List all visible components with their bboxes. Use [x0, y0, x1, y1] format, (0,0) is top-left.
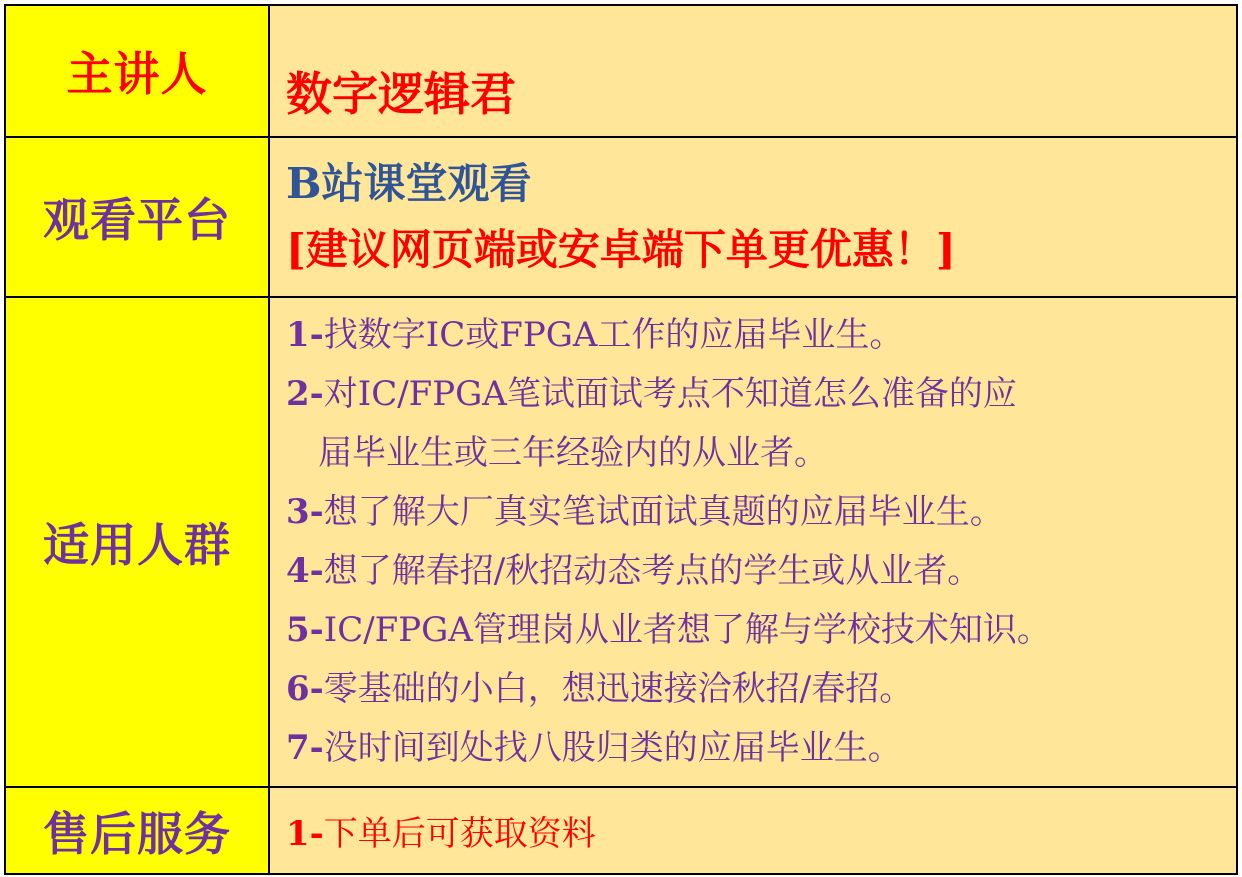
item-text: 没时间到处找八股归类的应届毕业生。	[323, 728, 902, 768]
item-text: 找数字IC或FPGA工作的应届毕业生。	[323, 315, 904, 355]
presenter-row	[5, 5, 1237, 137]
item-text: 想了解春招/秋招动态考点的学生或从业者。	[323, 551, 982, 591]
item-text: 零基础的小白，想迅速接洽秋招/春招。	[323, 669, 914, 709]
item-number: 7-	[286, 728, 324, 768]
list-item	[286, 660, 1236, 719]
service-value	[269, 787, 1237, 874]
list-item	[286, 719, 1236, 778]
presenter-label: 主讲人	[5, 5, 269, 137]
platform-value	[269, 137, 1237, 297]
audience-list	[286, 306, 1236, 778]
item-number: 5-	[286, 610, 324, 650]
list-item	[286, 306, 1236, 365]
audience-value	[269, 297, 1237, 787]
platform-label: 观看平台	[5, 137, 269, 297]
audience-row	[5, 297, 1237, 787]
platform-row	[5, 137, 1237, 297]
info-table	[4, 4, 1238, 875]
service-row	[5, 787, 1237, 874]
item-text: 对IC/FPGA笔试面试考点不知道怎么准备的应	[323, 374, 1017, 414]
audience-label: 适用人群	[5, 297, 269, 787]
item-text: 想了解大厂真实笔试面试真题的应届毕业生。	[323, 492, 1004, 532]
item-number: 3-	[286, 492, 324, 532]
presenter-value: 数字逻辑君	[269, 5, 1237, 137]
list-item	[286, 542, 1236, 601]
service-text: 下单后可获取资料	[323, 814, 596, 854]
platform-name: B站课堂观看	[286, 159, 532, 208]
item-number: 1-	[286, 315, 324, 355]
item-text: IC/FPGA管理岗从业者想了解与学校技术知识。	[323, 610, 1051, 650]
item-number: 6-	[286, 669, 324, 709]
item-number: 2-	[286, 374, 324, 414]
list-item	[286, 365, 1236, 483]
service-number: 1-	[286, 814, 324, 854]
list-item	[286, 601, 1236, 660]
platform-note: [建议网页端或安卓端下单更优惠！]	[286, 225, 956, 274]
item-text-continued: 届毕业生或三年经验内的从业者。	[318, 433, 828, 473]
service-label: 售后服务	[5, 787, 269, 874]
item-number: 4-	[286, 551, 324, 591]
list-item	[286, 483, 1236, 542]
